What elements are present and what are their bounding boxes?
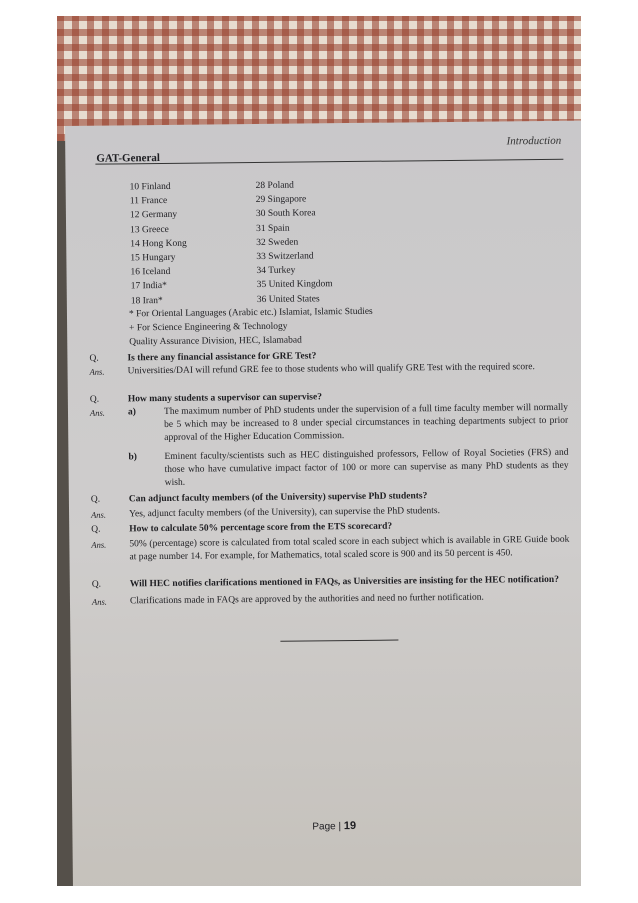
question-text: How to calculate 50% percentage score from the ETS scorecard? [129, 521, 393, 535]
country-column-left [130, 180, 188, 308]
faq-item [92, 574, 570, 609]
page-label: Page | [312, 821, 342, 833]
country-item: 31 Spain [256, 223, 290, 234]
question-label: Q. [91, 524, 101, 535]
country-list [129, 178, 370, 306]
country-item: 13 Greece [130, 224, 169, 235]
note-line: + For Science Engineering & Technology [129, 321, 288, 334]
question-label: Q. [91, 579, 102, 590]
country-item: 11 France [129, 196, 168, 207]
country-item: 30 South Korea [255, 208, 316, 220]
question-text: Will HEC notifies clarifications mentioned in FAQs, as Universities are insisting for the HEC notification? [129, 574, 560, 590]
country-item: 33 Switzerland [256, 251, 314, 263]
page-number: 19 [343, 819, 357, 833]
faq-item [91, 489, 569, 522]
question-text: Can adjunct faculty members (of the University) supervise PhD students? [128, 491, 428, 505]
country-item: 29 Singapore [255, 194, 307, 206]
header-title: GAT-General [96, 152, 160, 165]
header-section: Introduction [506, 134, 562, 148]
answer-item-letter: b) [128, 452, 137, 463]
answer-item-text: Eminent faculty/scientists such as HEC distinguished professors, Fellow of Royal Societies (FRS) and those who have cumulative impact factor of 100 or more can supervise as many PhD students as they wish. [164, 447, 569, 488]
document-page [65, 121, 581, 886]
country-item: 10 Finland [129, 181, 171, 193]
answer-label: Ans. [91, 539, 107, 550]
answer-text: Yes, adjunct faculty members (of the University), can supervise the PhD students. [129, 506, 440, 520]
faq-item [90, 389, 569, 491]
country-notes [129, 305, 373, 350]
country-item: 14 Hong Kong [130, 238, 187, 250]
faq-item [89, 348, 567, 379]
question-label: Q. [89, 394, 100, 405]
answer-label: Ans. [89, 407, 105, 418]
end-rule [280, 640, 398, 642]
country-item: 16 Iceland [130, 267, 171, 278]
question-label: Q. [89, 353, 99, 364]
answer-label: Ans. [91, 509, 106, 520]
header-rule [95, 159, 563, 165]
answer-item-text: The maximum number of PhD students under the supervision of a full time faculty member will normally be 5 which may be increased to 8 under special circumstances in teaching departments subject to prior approval of the Higher Education Commission. [163, 402, 569, 443]
question-text: Is there any financial assistance for GRE Test? [127, 351, 317, 364]
answer-item [128, 447, 568, 491]
photo-frame [57, 16, 581, 886]
answer-label: Ans. [89, 366, 105, 377]
faq-item [91, 519, 569, 565]
answer-text: Clarifications made in FAQs are approved by the authorities and need no further notification. [129, 592, 484, 607]
country-item: 12 Germany [129, 210, 178, 221]
answer-item [128, 402, 568, 446]
country-item: 17 India* [130, 281, 167, 292]
answer-text: 50% (percentage) score is calculated from total scaled score in each subject which is available in GRE Guide book at page number 14. For example, for Mathematics, total scaled score is 900 and its 50 percent is 450. [129, 534, 570, 563]
country-item: 35 United Kingdom [256, 279, 333, 291]
country-item: 32 Sweden [256, 237, 299, 248]
country-column-right [256, 178, 333, 307]
page-footer [312, 820, 356, 832]
country-item: 36 United States [256, 293, 320, 305]
country-item: 18 Iran* [130, 295, 163, 306]
country-item: 15 Hungary [130, 252, 176, 264]
country-item: 34 Turkey [256, 265, 296, 277]
answer-item-letter: a) [127, 407, 136, 418]
answer-label: Ans. [91, 596, 107, 607]
answer-text: Universities/DAI will refund GRE fee to those students who will qualify GRE Test with the required score. [127, 362, 535, 377]
country-item: 28 Poland [255, 180, 294, 192]
note-line: Quality Assurance Division, HEC, Islamabad [129, 335, 302, 348]
question-label: Q. [90, 494, 101, 505]
note-line: * For Oriental Languages (Arabic etc.) Islamiat, Islamic Studies [128, 306, 373, 320]
question-text: How many students a supervisor can supervise? [127, 392, 322, 405]
